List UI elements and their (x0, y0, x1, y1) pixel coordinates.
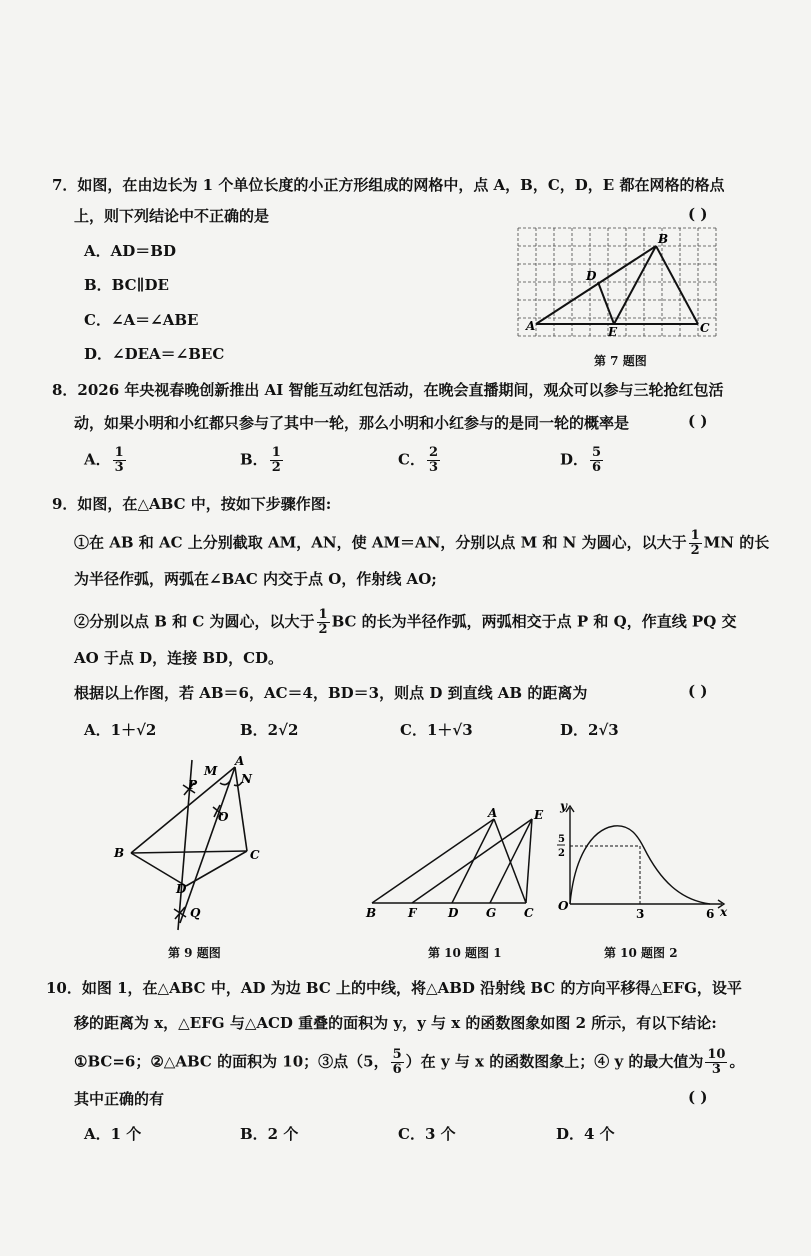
q8-answer-paren: ( ) (688, 412, 708, 430)
q10-figure2 (550, 800, 730, 925)
q7-label-b: B (658, 232, 669, 246)
q9-label-n: N (241, 772, 252, 786)
q10-fig2-label-origin: O (558, 899, 569, 913)
q9-option-b: B．2√2 (240, 721, 299, 739)
q10-fig1-label-b: B (366, 906, 377, 920)
q9-step2-line2: AO 于点 D，连接 BD，CD。 (74, 649, 284, 667)
q10-fig1-label-e: E (534, 808, 544, 822)
q7-stem-line1: 7．如图，在由边长为 1 个单位长度的小正方形组成的网格中，点 A，B，C，D，E 都在网格的格点 (52, 176, 725, 194)
q7-caption: 第 7 题图 (594, 354, 647, 368)
q7-stem-line2: 上，则下列结论中不正确的是 (74, 207, 270, 225)
q9-label-p: P (188, 778, 198, 792)
q10-fig2-label-y: y (560, 800, 567, 813)
q10-option-b: B．2 个 (240, 1125, 299, 1143)
q9-label-q: Q (190, 906, 201, 920)
q8-option-b: B． $\frac{1}{2}$ (240, 445, 281, 475)
q8-stem-line2: 动，如果小明和小红都只参与了其中一轮，那么小明和小红参与的是同一轮的概率是 (74, 414, 630, 432)
q7-option-a: A．AD＝BD (84, 242, 176, 260)
q10-fig1-label-c: C (524, 906, 534, 920)
q7-grid-figure (510, 222, 725, 350)
q9-segment-bc (131, 851, 247, 853)
q10-fig1-label-d: D (448, 906, 459, 920)
q10-fig2-label-x: x (720, 905, 728, 919)
q9-label-o: O (218, 810, 229, 824)
q8-stem-line1: 8．2026 年央视春晚创新推出 AI 智能互动红包活动，在晚会直播期间，观众可以参与三轮抢红包活 (52, 381, 724, 399)
q9-option-a: A．1＋√2 (84, 721, 157, 739)
q7-label-a: A (526, 319, 536, 333)
q10-figure1 (362, 805, 552, 920)
q10-fig2-ytick-den: 2 (558, 848, 565, 859)
q10-fig1-ab (372, 819, 494, 903)
q7-label-c: C (700, 321, 710, 335)
q9-label-a: A (235, 755, 245, 768)
q9-step1-line1: ①在 AB 和 AC 上分别截取 AM，AN，使 AM＝AN，分别以点 M 和 N 为圆心，以大于 $\frac{1}{2}$ MN 的长 (74, 528, 770, 558)
q10-fig2-tick-3: 3 (636, 907, 645, 921)
q9-stem: 9．如图，在△ABC 中，按如下步骤作图: (52, 495, 332, 513)
q10-fig1-label-g: G (486, 906, 497, 920)
q10-fig1-e-c (526, 819, 532, 903)
q8-option-c: C． $\frac{2}{3}$ (398, 445, 438, 475)
q7-option-d: D．∠DEA＝∠BEC (84, 345, 225, 363)
q10-fig1-eg (490, 819, 532, 903)
q9-question: 根据以上作图，若 AB＝6，AC＝4，BD＝3，则点 D 到直线 AB 的距离为 (74, 684, 588, 702)
q9-option-c: C．1＋√3 (400, 721, 473, 739)
q9-step2-line1: ②分别以点 B 和 C 为圆心，以大于 $\frac{1}{2}$ BC 的长为半径作弧，两弧相交于点 P 和 Q，作直线 PQ 交 (74, 607, 737, 637)
q10-fig1-label-a: A (488, 806, 498, 820)
q10-conclusions: ①BC=6；②△ABC 的面积为 10；③点（5， $\frac{5}{6}$ ）在 y 与 x 的函数图象上；④ y 的最大值为 $\frac{10}{3}$ 。 (74, 1047, 745, 1077)
q7-option-b: B．BC∥DE (84, 276, 169, 294)
q10-fig1-fe (412, 819, 532, 903)
q10-option-a: A．1 个 (84, 1125, 142, 1143)
q10-caption2: 第 10 题图 2 (604, 946, 678, 960)
q9-label-d: D (176, 882, 187, 896)
q10-question: 其中正确的有 (74, 1090, 165, 1108)
q10-fig2-ytick-num: 5 (558, 834, 565, 845)
q9-label-c: C (250, 848, 260, 862)
q9-label-b: B (114, 846, 125, 860)
q9-caption: 第 9 题图 (168, 946, 221, 960)
q9-option-d: D．2√3 (560, 721, 619, 739)
q7-label-e: E (608, 325, 618, 339)
q10-fig2-tick-6: 6 (706, 907, 715, 921)
q8-option-d: D． $\frac{5}{6}$ (560, 445, 602, 475)
q10-fig1-ac (494, 819, 526, 903)
q9-figure (108, 755, 278, 935)
q7-label-d: D (586, 269, 597, 283)
q8-option-a: A． $\frac{1}{3}$ (84, 445, 124, 475)
q9-answer-paren: ( ) (688, 682, 708, 700)
q10-stem-line2: 移的距离为 x，△EFG 与△ACD 重叠的面积为 y，y 与 x 的函数图象如图 2 所示，有以下结论: (74, 1014, 717, 1032)
q10-option-c: C．3 个 (398, 1125, 456, 1143)
q10-fig1-label-f: F (408, 906, 417, 920)
q7-segment-be (614, 246, 656, 324)
q10-stem-line1: 10．如图 1，在△ABC 中，AD 为边 BC 上的中线，将△ABD 沿射线 BC 的方向平移得△EFG，设平 (46, 979, 742, 997)
q7-option-c: C．∠A＝∠ABE (84, 311, 199, 329)
q10-caption1: 第 10 题图 1 (428, 946, 502, 960)
q10-option-d: D．4 个 (556, 1125, 615, 1143)
q9-step1-line2: 为半径作弧，两弧在∠BAC 内交于点 O，作射线 AO; (74, 570, 437, 588)
q9-label-m: M (204, 764, 218, 778)
q7-answer-paren: ( ) (688, 205, 708, 223)
q10-answer-paren: ( ) (688, 1088, 708, 1106)
